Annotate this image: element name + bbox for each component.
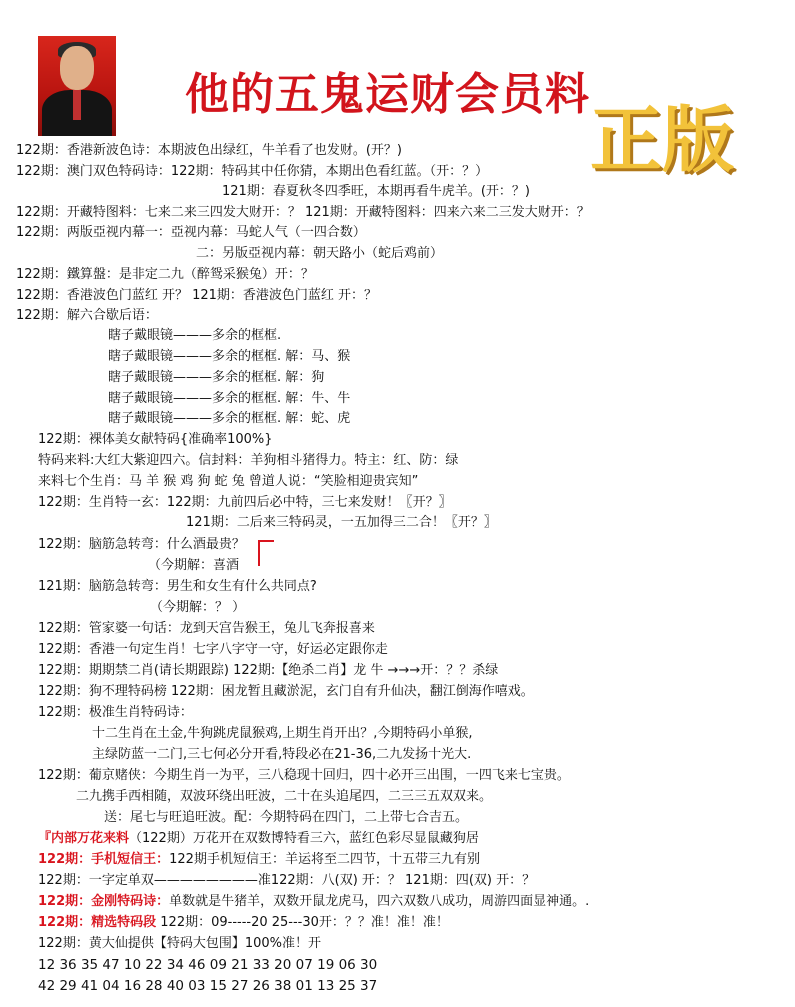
content-line (38, 850, 480, 870)
line-text: 122期手机短信王：羊运将至二四节，十五带三九有别 (169, 852, 480, 867)
content-line: 特码来料:大红大紫迎四六。信封料：羊狗相斗猪得力。特主：红、防：绿 (38, 453, 459, 468)
content-line: 瞎子戴眼镜———多余的框框. 解：马、猴 (108, 349, 351, 364)
zhengban-stamp: 正版 (590, 98, 735, 182)
portrait-photo (38, 36, 116, 136)
red-heading: 122期：手机短信王： (38, 852, 170, 867)
red-heading: 『内部万花来料 (38, 831, 130, 846)
content-line: 瞎子戴眼镜———多余的框框. (108, 328, 282, 343)
content-line: 二：另版亞视内幕：朝天路小（蛇后鸡前） (196, 246, 444, 261)
red-pen-mark-top (258, 540, 274, 542)
line-text: 122期：09-----20 25---30开：？？准！准！准！ (156, 915, 449, 930)
content-line: 122期：香港一句定生肖！七字八字守一守，好运必定跟你走 (38, 642, 388, 657)
content-line: 122期：解六合歇后语： (16, 308, 158, 323)
red-pen-mark (258, 540, 260, 566)
portrait-tie (73, 90, 81, 120)
content-line (38, 829, 479, 849)
content-line: 122期：两版亞视内幕一：亞视内幕：马蛇人气（一四合数） (16, 225, 366, 240)
content-line: 122期：一字定单双————————准122期：八(双) 开：？ 121期：四(双) 开：？ (38, 873, 536, 888)
content-line: 122期：葡京赌侠：今期生肖一为平，三八稳现十回归，四十必开三出围，一四飞来七宝贵。 (38, 768, 570, 783)
content-line: 瞎子戴眼镜———多余的框框. 解：蛇、虎 (108, 411, 351, 426)
content-line: 二九携手西相随，双波环绕出旺波，二十在头追尾四，二三三五双双来。 (76, 789, 493, 804)
content-line: 瞎子戴眼镜———多余的框框. 解：牛、牛 (108, 391, 351, 406)
content-line: 122期：澳门双色特码诗：122期：特码其中任你猜，本期出色看红蓝。（开：？） (16, 164, 489, 179)
content-line: 121期：二后来三特码灵，一五加得三二合！〖开？〗 (186, 515, 497, 530)
content-line: 送：尾七与旺追旺波。配：今期特码在四门，二上带七合吉五。 (104, 810, 469, 825)
line-text: 单数就是牛猪羊，双数开鼠龙虎马，四六双数八成功，周游四面显神通。. (169, 894, 590, 909)
content-line (38, 892, 589, 912)
red-heading: 122期：金刚特码诗： (38, 894, 170, 909)
content-line: 122期：鐵算盤：是非定二九（醉鸳采猴兔）开：？ (16, 267, 314, 282)
content-line: 122期：极准生肖特码诗： (38, 705, 193, 720)
page-title: 他的五鬼运财会员料 (185, 69, 590, 120)
content-line: 122期：管家婆一句话：龙到天宫告猴王，兔儿飞奔报喜来 (38, 621, 375, 636)
content-line: 十二生肖在土金,牛狗跳虎鼠猴鸡,上期生肖开出？,今期特码小单猴, (92, 726, 473, 741)
portrait-face (60, 46, 94, 90)
content-line: 121期：脑筋急转弯：男生和女生有什么共同点? (38, 579, 317, 594)
content-line: 来料七个生肖：马 羊 猴 鸡 狗 蛇 兔 曾道人说：“笑脸相迎贵宾知” (38, 474, 419, 489)
content-line: 122期：香港波色门蓝红 开？ 121期：香港波色门蓝红 开：？ (16, 288, 378, 303)
content-line: 122期：生肖特一玄：122期：九前四后必中特，三七来发财！〖开？〗 (38, 495, 452, 510)
content-line: 12 36 35 47 10 22 34 46 09 21 33 20 07 19 06 30 (38, 957, 378, 973)
content-line: 42 29 41 04 16 28 40 03 15 27 26 38 01 13 25 37 (38, 978, 378, 994)
content-line: 122期：香港新波色诗：本期波色出绿红，牛羊看了也发财。(开？) (16, 143, 402, 158)
red-heading: 122期：精选特码段 (38, 915, 157, 930)
content-line: 121期：春夏秋冬四季旺，本期再看牛虎羊。(开：？) (222, 184, 530, 199)
line-text: （122期）万花开在双数博特看三六，蓝红色彩尽显鼠藏狗居 (129, 831, 479, 846)
content-line (38, 913, 449, 933)
content-line: 122期：黄大仙提供【特码大包围】100%准！开 (38, 936, 321, 951)
content-line: 122期：期期禁二肖(请长期跟踪) 122期:【绝杀二肖】龙 牛 →→→开：？？杀绿 (38, 663, 499, 678)
content-line: （今期解：？ ） (150, 600, 246, 615)
content-line: 主绿防蓝一二门,三七何必分开看,特段必在21-36,二九发扬十光大. (92, 747, 472, 762)
content-line: 122期：裸体美女献特码{准确率100%} (38, 432, 273, 447)
content-line: 122期：脑筋急转弯：什么酒最贵？ (38, 537, 245, 552)
content-line: 122期：开藏特图料：七来二来三四发大财开：？ 121期：开藏特图料：四来六来二三发大财开：？ (16, 205, 590, 220)
content-line: （今期解：喜酒 (148, 558, 240, 573)
content-line: 瞎子戴眼镜———多余的框框. 解：狗 (108, 370, 325, 385)
content-line: 122期：狗不理特码榜 122期：困龙暂且藏淤泥，玄门自有升仙决，翻江倒海作嘻戏。 (38, 684, 534, 699)
